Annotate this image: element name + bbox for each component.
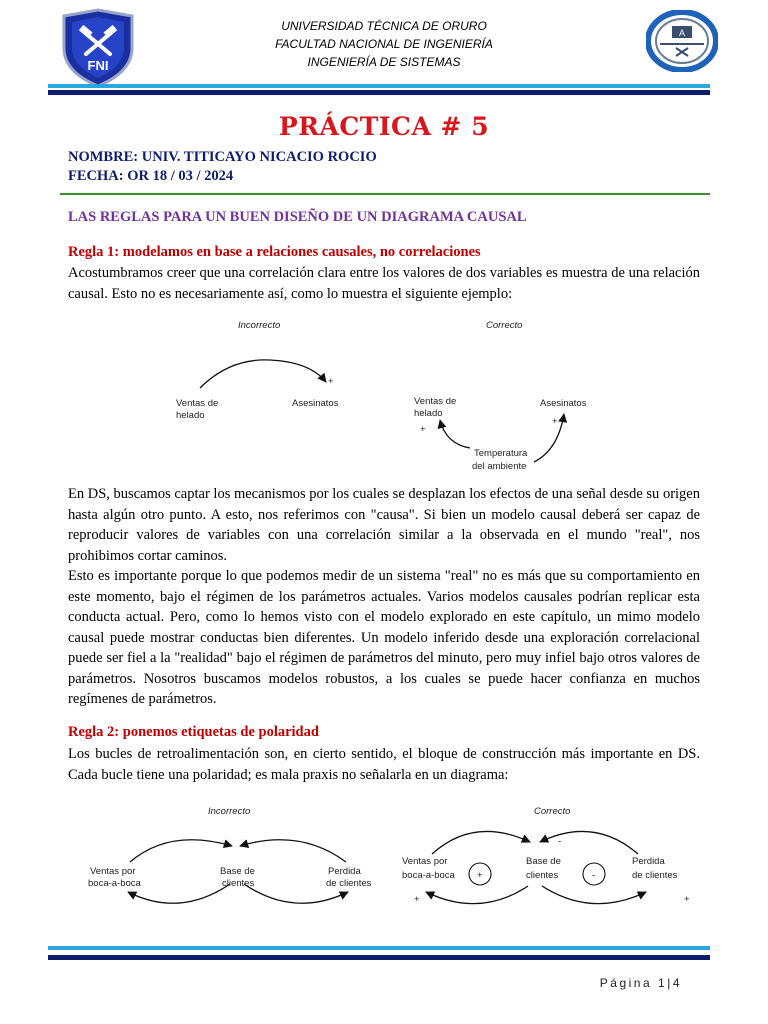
rule2-text <box>68 744 700 785</box>
diagram1-correct-arrow-left <box>440 420 470 448</box>
name-value: UNIV. TITICAYO NICACIO ROCIO <box>138 149 377 165</box>
sign-top-right: - <box>558 836 562 847</box>
footer-bar-navy <box>48 955 710 960</box>
systems-logo <box>646 10 718 72</box>
page-title: PRÁCTICA # 5 <box>278 112 490 141</box>
diagram1-correct-arrow-right <box>534 414 564 462</box>
diagram2-correct-var1-line1: Ventas por <box>402 856 448 867</box>
diagram1-right-var3-line2: del ambiente <box>472 461 527 472</box>
date-value: OR 18 / 03 / 2024 <box>123 168 234 184</box>
diagram2-incorrect-var2-line2: clientes <box>222 878 255 889</box>
header-faculty: FACULTAD NACIONAL DE INGENIERÍA <box>275 37 493 51</box>
sign-bottom-right: + <box>684 894 690 905</box>
diagram2-correct-var3-line1: Perdida <box>632 856 665 867</box>
rule2-paragraph: Los bucles de retroalimentación son, en cierto sentido, el bloque de construcción más importante en DS. Cada bucle tiene una polaridad; es mala praxis no señalarla en un diagrama: <box>68 746 700 783</box>
diagram1-left-sign: + <box>328 376 334 387</box>
diagram2-correct-var2-line1: Base de <box>526 856 561 867</box>
diagram2-correct-var1-line2: boca-a-boca <box>402 870 455 881</box>
diagram2-correct-arrow-top-left <box>432 831 530 854</box>
header-bar-light <box>48 84 710 88</box>
diagram1-incorrect-arrow <box>200 360 326 388</box>
diagram1-left-var2: Asesinatos <box>292 398 339 409</box>
sign-top-left: + <box>523 836 529 847</box>
diagram-correlation <box>150 312 620 482</box>
date-row <box>68 168 233 185</box>
diagram2-incorrect-arrow-top-right <box>240 840 346 862</box>
paragraph-2: Esto es importante porque lo que podemos medir de un sistema "real" no es más que su comportamiento en este momento, bajo el régimen de los parámetros actuales. Varios modelos causales podrían replicar esta conducta actual. Pero, como lo hemos visto con el modelo explorado en este capítulo, un mimo modelo causal puede mostrar conductas bien diferentes. Un modelo inferido desde una exploración correlacional puede ser fiel a la "realidad" bajo el régimen de parámetros del minuto, pero muy infiel bajo otros valores de parámetros. Nosotros buscamos modelos robustos, a los cuales se puede hacer confianza en muchos regímenes de parámetros. <box>68 568 700 707</box>
diagram2-incorrect-var2-line1: Base de <box>220 866 255 877</box>
footer-bar-light <box>48 946 710 950</box>
diagram1-incorrect-label: Incorrecto <box>238 320 281 331</box>
diagram2-incorrect-arrow-bottom-left <box>128 884 230 903</box>
diagram1-right-var2: Asesinatos <box>540 398 587 409</box>
diagram1-left-var1-line1: Ventas de <box>176 398 219 409</box>
fni-logo-text: FNI <box>87 58 109 73</box>
name-row <box>68 149 377 166</box>
page-total: 4 <box>672 976 682 990</box>
diagram1-correct-label: Correcto <box>486 320 523 331</box>
diagram1-left-var1-line2: helado <box>176 410 205 421</box>
diagram2-incorrect-label: Incorrecto <box>208 806 251 817</box>
page-word: Página <box>599 976 653 990</box>
paragraph-1: En DS, buscamos captar los mecanismos por los cuales se desplazan los efectos de una señal desde su origen hasta algún otro punto. A esto, nos referimos con "causa". Si bien un modelo causal deberá ser capaz de reproducir valores de variables con una correlación similar a la observada en el mundo "real", nos prohibimos cortar caminos. <box>68 486 700 564</box>
date-label: FECHA: <box>68 168 124 184</box>
rule1-text <box>68 263 700 304</box>
page-separator: | <box>667 976 673 990</box>
diagram1-right-sign2: + <box>552 416 558 427</box>
body-paragraphs <box>68 484 700 710</box>
diagram2-correct-arrow-top-right <box>540 831 638 854</box>
name-label: NOMBRE: <box>68 149 139 165</box>
loop-minus-sign: - <box>592 870 596 881</box>
diagram2-correct-label: Correcto <box>534 806 571 817</box>
rule1-heading: Regla 1: modelamos en base a relaciones causales, no correlaciones <box>68 244 481 260</box>
diagram2-incorrect-var3-line2: de clientes <box>326 878 372 889</box>
diagram1-right-var3-line1: Temperatura <box>474 448 528 459</box>
diagram1-right-var1-line1: Ventas de <box>414 396 457 407</box>
header-university: UNIVERSIDAD TÉCNICA DE ORURO <box>281 19 487 33</box>
diagram2-correct-var3-line2: de clientes <box>632 870 678 881</box>
page-current: 1 <box>658 976 668 990</box>
diagram2-correct-arrow-bottom-left <box>426 886 528 904</box>
diagram2-incorrect-arrow-top-left <box>130 840 232 862</box>
diagram2-correct-arrow-bottom-right <box>542 886 646 904</box>
header-bar-navy <box>48 90 710 95</box>
sign-bottom-left: + <box>414 894 420 905</box>
svg-text:A: A <box>678 28 686 38</box>
diagram2-incorrect-var3-line1: Perdida <box>328 866 361 877</box>
diagram2-incorrect-var1-line1: Ventas por <box>90 866 136 877</box>
section-title: LAS REGLAS PARA UN BUEN DISEÑO DE UN DIAGRAMA CAUSAL <box>68 209 527 225</box>
diagram-polarity <box>80 798 700 920</box>
diagram2-correct-var2-line2: clientes <box>526 870 559 881</box>
loop-plus-sign: + <box>477 870 483 881</box>
diagram1-right-var1-line2: helado <box>414 408 443 419</box>
header-career: INGENIERÍA DE SISTEMAS <box>307 55 461 69</box>
diagram1-right-sign1: + <box>420 424 426 435</box>
page-number <box>600 976 682 990</box>
title-divider <box>60 193 710 195</box>
rule1-paragraph: Acostumbramos creer que una correlación clara entre los valores de dos variables es muestra de una relación causal. Esto no es necesariamente así, como lo muestra el siguiente ejemplo: <box>68 265 700 302</box>
diagram2-incorrect-var1-line2: boca-a-boca <box>88 878 141 889</box>
rule2-heading: Regla 2: ponemos etiquetas de polaridad <box>68 724 319 740</box>
